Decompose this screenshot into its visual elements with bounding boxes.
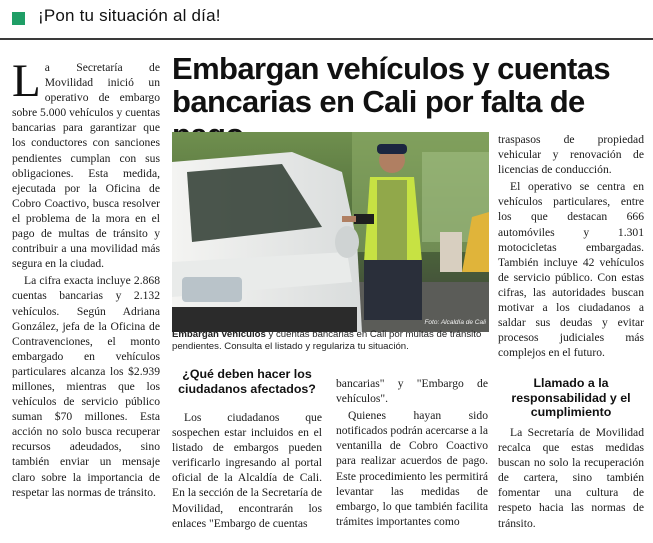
col1-paragraph-1 (12, 55, 160, 271)
headline: Embargan vehículos y cuentas bancarias en Cali por falta de (172, 51, 611, 119)
caption-text: y cuentas bancarias en Cali por multas de tránsito pendientes. Consulta el listado y regulariza tu situación. (172, 329, 482, 352)
column-5 (498, 425, 644, 533)
subhead-afectados: ¿Qué deben hacer los ciudadanos afectados? (178, 367, 316, 396)
photo-illustration (172, 132, 489, 332)
col5-paragraph-1: La Secretaría de Movilidad recalca que estas medidas buscan no solo la recuperación de cartera, sino también fomentar una cultura de respeto hacia las normas de tránsito. (498, 426, 644, 530)
photo-caption (172, 329, 489, 353)
col3-continuation: bancarias" y "Embargo de vehículos". (336, 377, 488, 406)
col1-paragraph-2: La cifra exacta incluye 2.868 cuentas bancarias y 2.132 vehículos. Según Adriana González, jefa de la Oficina de Contravenciones, el monto embargado en vehículos particulares alcanza los $2.939 millones, mientras que los vehículos de servicio público suman $70 millones. Esta acción no solo busca recuperar recursos adeudados, sino también enviar un mensaje claro sobre la importancia de respetar las normas de tránsito. (12, 274, 160, 499)
dropcap: L (12, 55, 41, 107)
column-1 (12, 55, 160, 502)
col4-continuation: traspasos de propiedad vehicular y renovación de licencias de conducción. (498, 133, 644, 177)
photo-credit: Foto: Alcaldía de Cali (424, 319, 486, 326)
col4-paragraph-2: El operativo se centra en vehículos particulares, entre los que destacan 666 automóviles y 1.301 motocicletas embargadas. También incluye 42 vehículos de servicio público. Con estas cifras, las autoridades buscan motivar a los ciudadanos a saldar sus deudas y evitar procesos judiciales más complejos en el futuro. (498, 180, 644, 360)
column-4 (498, 132, 644, 362)
section-header (0, 0, 653, 40)
column-3 (336, 376, 488, 531)
col2-paragraph-1: Los ciudadanos que sospechen estar incluidos en el listado de embargos pueden verificarlo ingresando al portal oficial de la Alcaldía de Cali. En la sección de la Secretaría de Movilidad, encontrarán los enlaces "Embargo de cuentas (172, 411, 322, 530)
header-rule (0, 38, 653, 40)
subhead-responsabilidad: Llamado a la responsabilidad y el cumplimiento (511, 376, 631, 419)
col3-paragraph-2: Quienes hayan sido notificados podrán acercarse a la ventanilla de Cobro Coactivo para realizar acuerdos de pago. Este procedimiento les permitirá levantar las medidas de embargo, lo que también facilita trámites importantes como (336, 409, 488, 528)
section-kicker: ¡Pon tu situación al día! (38, 6, 221, 25)
caption-bold: Embargan vehículos (172, 329, 266, 340)
news-photo (172, 132, 489, 332)
section-square-icon (12, 12, 25, 25)
column-2 (172, 410, 322, 533)
col1-p1-text: a Secretaría de Movilidad inició un operativo de embargo sobre 5.000 vehículos y cuentas bancarias para garantizar que los conductores con sanciones pendientes cumplan con sus obligaciones. Esta medida, ejecutada por la Oficina de Cobro Coactivo, busca resolver el problema de la mora en el pago de multas de tránsito y contribuir a una movilidad más segura en la ciudad. (12, 61, 160, 271)
